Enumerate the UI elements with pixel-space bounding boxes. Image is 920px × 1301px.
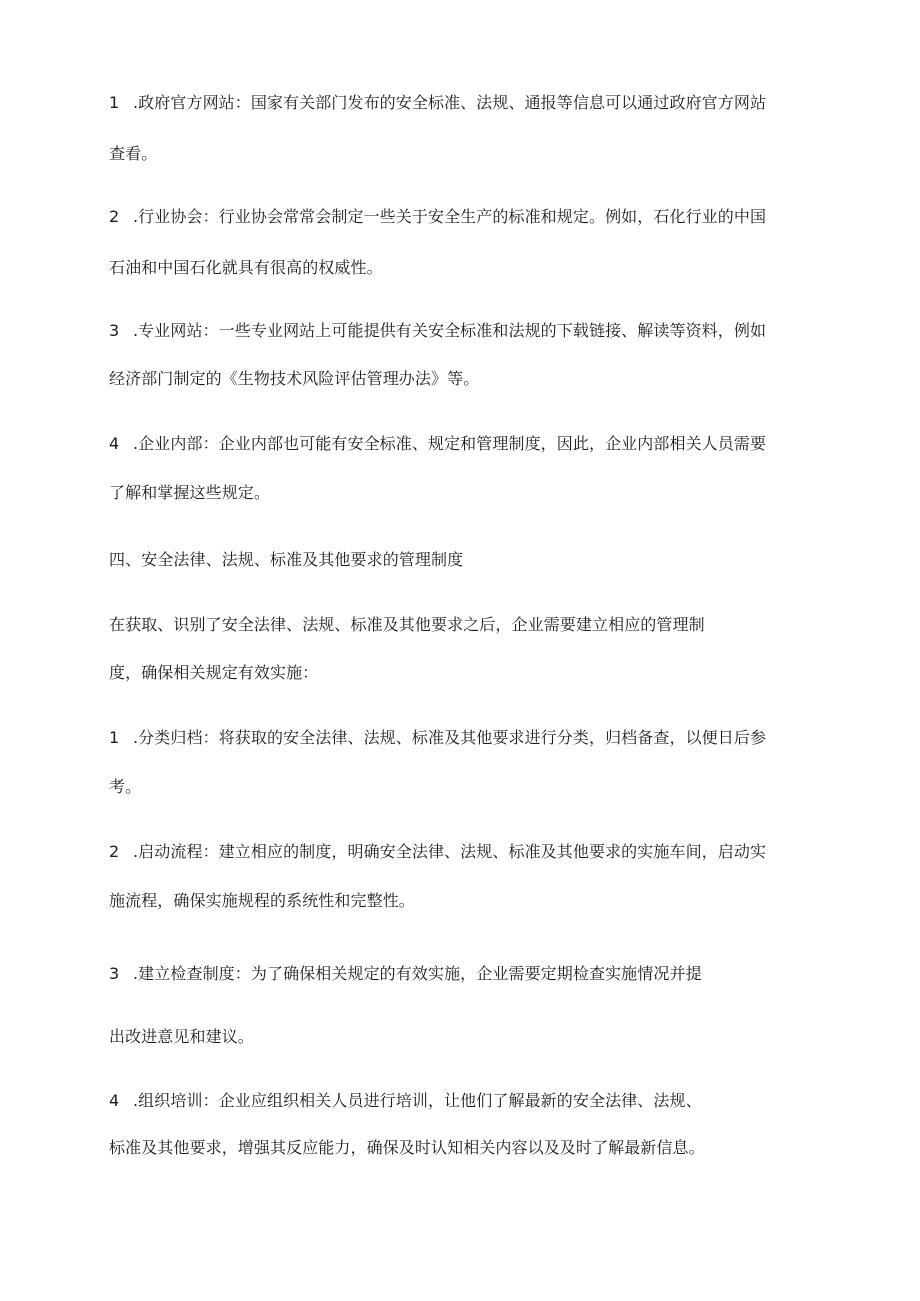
item-1-line-2: 查看。 — [109, 144, 158, 163]
item-4-number: 4 — [109, 434, 120, 453]
proc-4-line-2: 标准及其他要求，增强其反应能力，确保及时认知相关内容以及及时了解最新信息。 — [109, 1138, 705, 1157]
item-2-text: .行业协会：行业协会常常会制定一些关于安全生产的标准和规定。例如，石化行业的中国 — [133, 207, 767, 226]
proc-4-number: 4 — [109, 1091, 120, 1110]
intro-line-2: 度，确保相关规定有效实施： — [109, 663, 319, 682]
proc-1-line-1 — [109, 728, 766, 748]
item-2-line-1 — [109, 207, 766, 227]
proc-1-line-2: 考。 — [109, 777, 142, 796]
proc-1-number: 1 — [109, 728, 120, 747]
proc-2-line-1 — [109, 842, 766, 862]
proc-2-line-2: 施流程，确保实施规程的系统性和完整性。 — [109, 891, 415, 910]
item-3-line-2: 经济部门制定的《生物技术风险评估管理办法》等。 — [109, 369, 480, 388]
item-1-number: 1 — [109, 93, 120, 112]
intro-line-1: 在获取、识别了安全法律、法规、标准及其他要求之后，企业需要建立相应的管理制 — [109, 615, 705, 634]
item-2-number: 2 — [109, 207, 120, 226]
item-1-line-1 — [109, 93, 766, 113]
item-3-line-1 — [109, 321, 766, 341]
proc-1-text: .分类归档：将获取的安全法律、法规、标准及其他要求进行分类，归档备查，以便日后参 — [133, 728, 767, 747]
proc-2-text: .启动流程：建立相应的制度，明确安全法律、法规、标准及其他要求的实施车间，启动实 — [133, 842, 767, 861]
proc-4-text: .组织培训：企业应组织相关人员进行培训，让他们了解最新的安全法律、法规、 — [133, 1091, 702, 1110]
item-2-line-2: 石油和中国石化就具有很高的权威性。 — [109, 258, 383, 277]
item-4-text: .企业内部：企业内部也可能有安全标准、规定和管理制度，因此，企业内部相关人员需要 — [133, 434, 767, 453]
item-3-text: .专业网站：一些专业网站上可能提供有关安全标准和法规的下载链接、解读等资料，例如 — [133, 321, 767, 340]
proc-3-number: 3 — [109, 964, 120, 983]
item-4-line-2: 了解和掌握这些规定。 — [109, 483, 271, 502]
item-4-line-1 — [109, 434, 766, 454]
item-1-text: .政府官方网站：国家有关部门发布的安全标准、法规、通报等信息可以通过政府官方网站 — [133, 93, 767, 112]
proc-2-number: 2 — [109, 842, 120, 861]
proc-3-line-1 — [109, 964, 702, 984]
section-heading: 四、安全法律、法规、标准及其他要求的管理制度 — [109, 550, 464, 569]
proc-4-line-1 — [109, 1091, 702, 1111]
proc-3-line-2: 出改进意见和建议。 — [109, 1027, 254, 1046]
proc-3-text: .建立检查制度：为了确保相关规定的有效实施，企业需要定期检查实施情况并提 — [133, 964, 702, 983]
item-3-number: 3 — [109, 321, 120, 340]
